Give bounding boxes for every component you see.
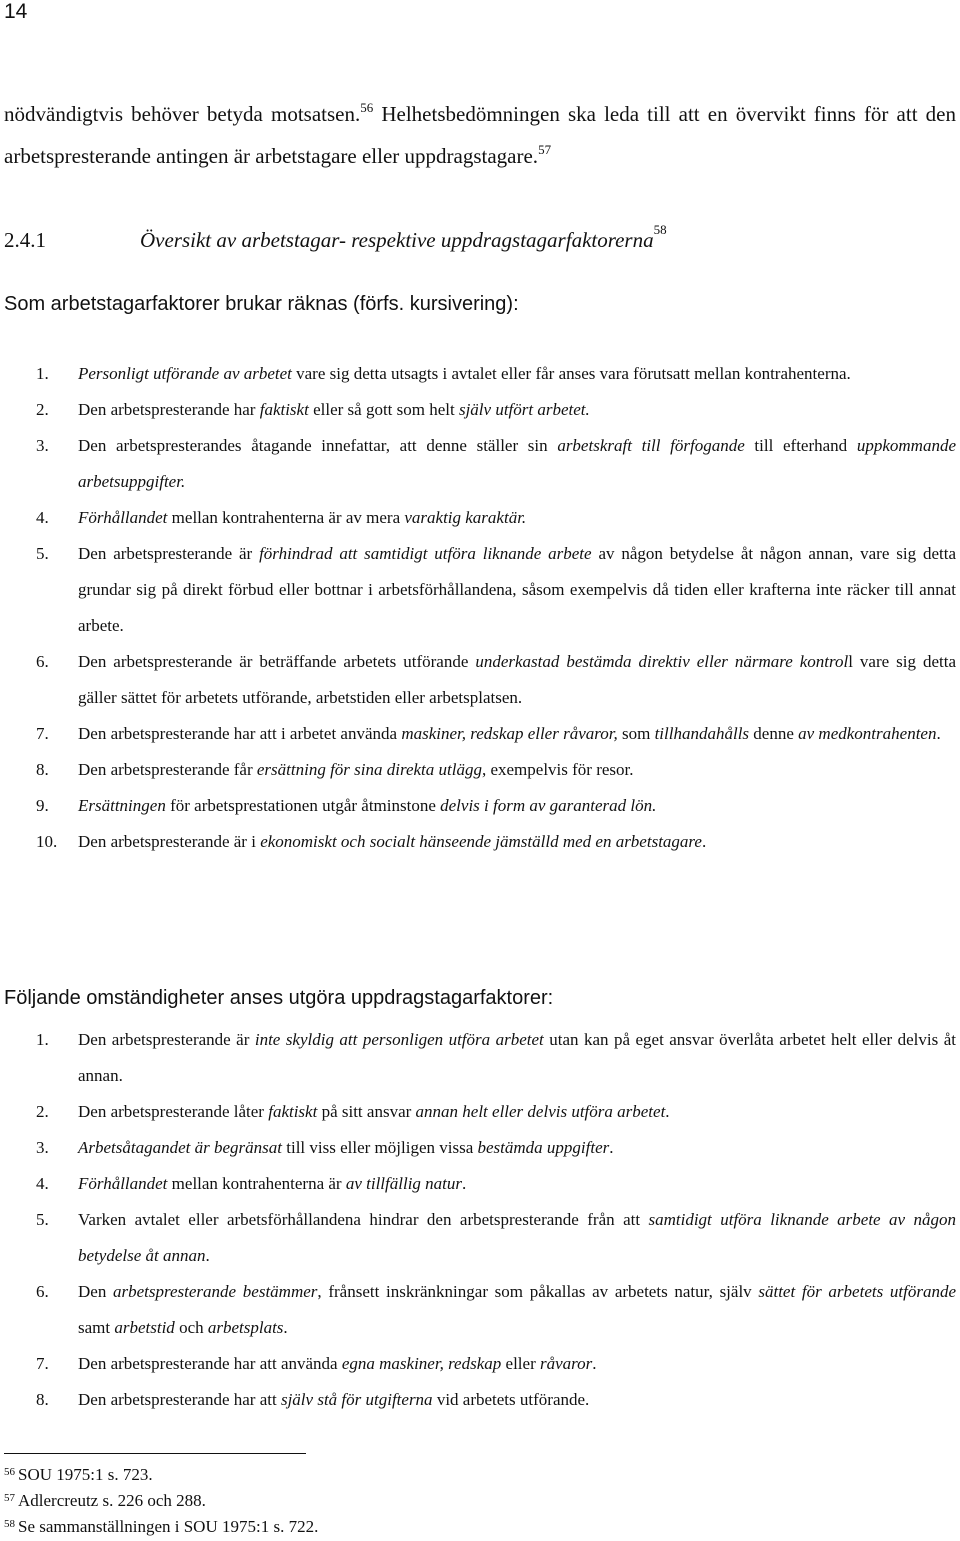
italic-text: faktiskt xyxy=(268,1102,318,1121)
intro-text-1: nödvändigtvis behöver betyda motsatsen. xyxy=(4,102,361,126)
list-number: 8. xyxy=(36,760,49,779)
italic-text: själv stå för utgifterna xyxy=(280,1390,433,1409)
list-text: . xyxy=(665,1102,670,1121)
italic-text: Ersättningen xyxy=(78,796,166,815)
employee-factors-list xyxy=(36,356,956,860)
footnote-ref-57[interactable]: 57 xyxy=(538,142,552,157)
list-text: . xyxy=(462,1174,467,1193)
italic-text: Förhållandet xyxy=(78,1174,168,1193)
footnote-number: 58 xyxy=(4,1518,15,1530)
list-number: 10. xyxy=(36,832,58,851)
list-number: 8. xyxy=(36,1390,49,1409)
list-text: l vare sig detta gäller sättet för arbetets utförande, arbetstiden eller arbetsplatsen. xyxy=(78,652,956,707)
contractor-factors-list xyxy=(36,1022,956,1418)
footnote-58 xyxy=(4,1514,318,1540)
employee-factor-item xyxy=(36,536,956,644)
italic-text: ekonomiskt och socialt hänseende jämställd med en arbetstagare xyxy=(260,832,702,851)
list-number: 6. xyxy=(36,652,49,671)
contractor-factor-item xyxy=(36,1094,956,1130)
list-text: . xyxy=(936,724,941,743)
footnote-text: SOU 1975:1 s. 723. xyxy=(18,1465,153,1484)
employee-factor-item xyxy=(36,428,956,500)
list-text: och xyxy=(174,1318,208,1337)
list-text: mellan kontrahenterna är av mera xyxy=(167,508,405,527)
italic-text: egna maskiner, redskap xyxy=(341,1354,502,1373)
list-text: , exempelvis för resor. xyxy=(481,760,634,779)
italic-text: ersättning för sina direkta utlägg xyxy=(256,760,482,779)
list-text: Den arbetspresterande har att i arbetet använda xyxy=(78,724,402,743)
italic-text: samtidigt utföra liknande arbete av någon betydelse åt annan xyxy=(78,1210,957,1265)
italic-text: faktiskt xyxy=(259,400,309,419)
list-text: eller så gott som helt xyxy=(308,400,459,419)
list-text: . xyxy=(283,1318,288,1337)
list-text: vid arbetets utförande. xyxy=(432,1390,590,1409)
list-text: Den arbetspresterande har xyxy=(78,400,260,419)
list-number: 2. xyxy=(36,1102,49,1121)
list-number: 3. xyxy=(36,436,49,455)
footnote-number: 56 xyxy=(4,1466,15,1478)
list-number: 1. xyxy=(36,1030,49,1049)
section-title: Översikt av arbetstagar- respektive uppdragstagarfaktorerna xyxy=(140,228,654,252)
list-text: . xyxy=(592,1354,597,1373)
list-text: av någon betydelse åt någon annan, vare sig detta grundar sig på direkt förbud eller bottnar i arbetsförhållandena, såsom exempelvis då tiden eller krafterna inte räcker till annat arbete. xyxy=(78,544,956,635)
section-number: 2.4.1 xyxy=(4,228,46,252)
intro-text-2: Helhetsbedömningen ska leda till att en övervikt finns för att den arbetspresterande antingen är arbetstagare eller uppdragstagare. xyxy=(4,102,956,168)
list-text: vare sig detta utsagts i avtalet eller får anses vara förutsatt mellan kontrahenterna. xyxy=(291,364,851,383)
italic-text: inte skyldig att personligen utföra arbetet xyxy=(254,1030,544,1049)
italic-text: tillhandahålls xyxy=(654,724,750,743)
list-text: Den arbetspresterande har att använda xyxy=(78,1354,342,1373)
list-text: Den arbetspresterande är xyxy=(78,544,260,563)
list-number: 4. xyxy=(36,508,49,527)
list-text: Den arbetspresterande låter xyxy=(78,1102,269,1121)
list-text: Den arbetspresterande får xyxy=(78,760,257,779)
list-text: Den arbetspresterandes åtagande innefattar, att denne ställer sin xyxy=(78,436,558,455)
italic-text: av medkontrahenten xyxy=(798,724,937,743)
footnote-text: Adlercreutz s. 226 och 288. xyxy=(18,1491,206,1510)
list-text: Den arbetspresterande är beträffande arbetets utförande xyxy=(78,652,476,671)
list-number: 5. xyxy=(36,1210,49,1229)
employee-factor-item xyxy=(36,788,956,824)
list-number: 2. xyxy=(36,400,49,419)
footnote-separator xyxy=(4,1453,306,1454)
list-text: mellan kontrahenterna är xyxy=(167,1174,346,1193)
list-text: för arbetsprestationen utgår åtminstone xyxy=(165,796,441,815)
list-number: 3. xyxy=(36,1138,49,1157)
employee-factor-item xyxy=(36,716,956,752)
italic-text: förhindrad att samtidigt utföra liknande arbete xyxy=(259,544,592,563)
employee-factor-item xyxy=(36,392,956,428)
employee-factor-item xyxy=(36,644,956,716)
employee-factor-item xyxy=(36,752,956,788)
list-text: Den arbetspresterande har att xyxy=(78,1390,281,1409)
list-text: . xyxy=(701,832,707,851)
footnote-ref-56[interactable]: 56 xyxy=(360,100,374,115)
list-text: på sitt ansvar xyxy=(317,1102,416,1121)
intro-paragraph xyxy=(4,93,956,177)
list-text: Varken avtalet eller arbetsförhållandena hindrar den arbetspresterande från att xyxy=(78,1210,649,1229)
list-number: 6. xyxy=(36,1282,49,1301)
list-text: Den arbetspresterande är xyxy=(78,1030,255,1049)
italic-text: Personligt utförande av arbetet xyxy=(78,364,292,383)
list-text: Den arbetspresterande är i xyxy=(78,832,261,851)
contractor-factor-item xyxy=(36,1166,956,1202)
contractor-factors-intro: Följande omständigheter anses utgöra uppdragstagarfaktorer: xyxy=(4,987,554,1009)
italic-text: råvaror xyxy=(539,1354,593,1373)
list-text: samt xyxy=(78,1318,115,1337)
italic-text: bestämda uppgifter xyxy=(477,1138,610,1157)
italic-text: av tillfällig natur xyxy=(345,1174,463,1193)
italic-text: underkastad bestämda direktiv eller närmare kontrol xyxy=(475,652,849,671)
list-number: 7. xyxy=(36,724,49,743)
list-text: , frånsett inskränkningar som påkallas av arbetets natur, själv xyxy=(317,1282,759,1301)
list-text: till efterhand xyxy=(744,436,857,455)
section-heading xyxy=(4,222,667,253)
list-number: 9. xyxy=(36,796,49,815)
list-text: utan kan på eget ansvar överlåta arbetet helt eller delvis åt annan. xyxy=(78,1030,956,1085)
footnote-ref-58[interactable]: 58 xyxy=(653,222,667,237)
list-text: denne xyxy=(749,724,799,743)
list-text: . xyxy=(205,1246,210,1265)
italic-text: annan helt eller delvis utföra arbetet xyxy=(415,1102,666,1121)
list-text: Den xyxy=(78,1282,114,1301)
italic-text: arbetspresterande bestämmer xyxy=(113,1282,318,1301)
contractor-factor-item xyxy=(36,1202,956,1274)
list-number: 4. xyxy=(36,1174,49,1193)
italic-text: sättet för arbetets utförande xyxy=(758,1282,956,1301)
italic-text: arbetskraft till förfogande xyxy=(557,436,745,455)
list-text: . xyxy=(609,1138,614,1157)
italic-text: Förhållandet xyxy=(78,508,168,527)
footnote-text: Se sammanställningen i SOU 1975:1 s. 722. xyxy=(18,1517,319,1536)
employee-factor-item xyxy=(36,824,956,860)
employee-factors-intro: Som arbetstagarfaktorer brukar räknas (förfs. kursivering): xyxy=(4,293,519,315)
italic-text: delvis i form av garanterad lön. xyxy=(440,796,657,815)
italic-text: Arbetsåtagandet är begränsat xyxy=(78,1138,282,1157)
footnote-number: 57 xyxy=(4,1492,15,1504)
italic-text: varaktig karaktär. xyxy=(404,508,527,527)
contractor-factor-item xyxy=(36,1130,956,1166)
employee-factor-item xyxy=(36,500,956,536)
footnotes xyxy=(4,1462,318,1540)
footnote-56 xyxy=(4,1462,318,1488)
list-text: till viss eller möjligen vissa xyxy=(282,1138,478,1157)
italic-text: uppkommande arbetsuppgifter. xyxy=(78,436,957,491)
italic-text: arbetsplats xyxy=(207,1318,284,1337)
list-number: 1. xyxy=(36,364,49,383)
page-number: 14 xyxy=(4,0,28,23)
contractor-factor-item xyxy=(36,1382,956,1418)
contractor-factor-item xyxy=(36,1274,956,1346)
list-number: 7. xyxy=(36,1354,49,1373)
footnote-57 xyxy=(4,1488,318,1514)
list-text: eller xyxy=(501,1354,540,1373)
italic-text: själv utfört arbetet. xyxy=(458,400,590,419)
contractor-factor-item xyxy=(36,1346,956,1382)
contractor-factor-item xyxy=(36,1022,956,1094)
italic-text: maskiner, redskap eller råvaror, xyxy=(401,724,618,743)
list-number: 5. xyxy=(36,544,49,563)
employee-factor-item xyxy=(36,356,956,392)
italic-text: arbetstid xyxy=(114,1318,175,1337)
list-text: som xyxy=(617,724,655,743)
